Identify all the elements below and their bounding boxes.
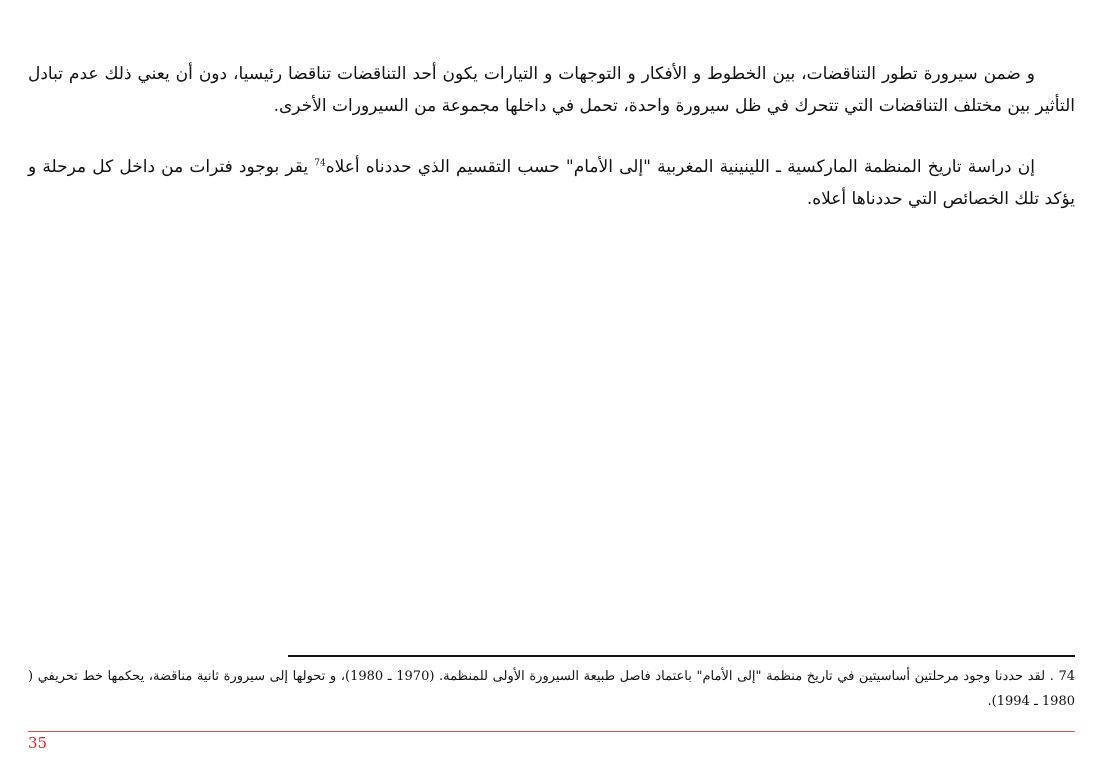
footnote-separator [288, 655, 1075, 657]
body-paragraph-1 [28, 58, 1075, 122]
paragraph-2-text-before: إن دراسة تاريخ المنظمة الماركسية ـ اللينينية المغربية "إلى الأمام" حسب التقسيم الذي حددناه أعلاه [325, 157, 1035, 177]
footnote-74: 74 . لقد حددنا وجود مرحلتين أساسيتين في تاريخ منظمة "إلى الأمام" باعتماد فاصل طبيعة السيرورة الأولى للمنظمة. (1970 ـ 1980)، و تحولها إلى سيرورة ثانية مناقضة، يحكمها خط تحريفي ( 1980 ـ 1994). [28, 669, 1075, 709]
footnote-reference[interactable]: 74 [314, 158, 326, 169]
body-paragraph-2 [28, 151, 1075, 215]
paragraph-2-text-after: يقر بوجود فترات من داخل كل مرحلة و يؤكد تلك الخصائص التي حددناها أعلاه. [28, 157, 1075, 209]
page-number: 35 [28, 734, 48, 752]
paragraph-1-text: و ضمن سيرورة تطور التناقضات، بين الخطوط و الأفكار و التوجهات و التيارات يكون أحد التناقضات تناقضا رئيسيا، دون أن يعني ذلك عدم تبادل التأثير بين مختلف التناقضات التي تتحرك في ظل سيرورة واحدة، تحمل في داخلها مجموعة من السيرورات الأخرى. [28, 64, 1075, 116]
page-footer-rule [28, 731, 1075, 732]
